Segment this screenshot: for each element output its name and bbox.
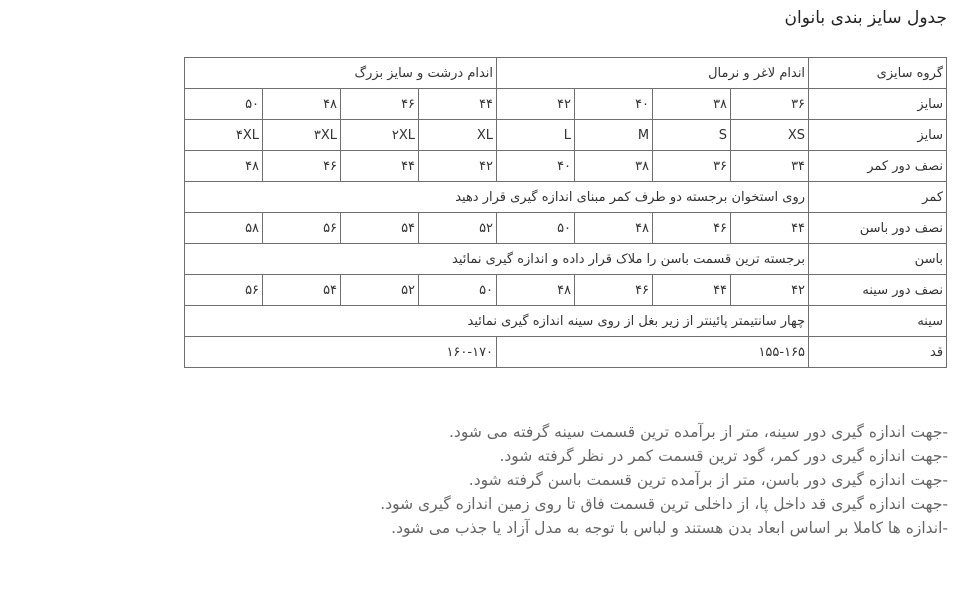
size-value-cell: ۳۶ xyxy=(731,89,809,120)
size-value-cell: ۵۸ xyxy=(185,213,263,244)
size-chart-body xyxy=(185,58,947,368)
height-slim-cell: ۱۵۵-۱۶۵ xyxy=(497,337,809,368)
size-value-cell: ۴۸ xyxy=(575,213,653,244)
size-value-cell: ۴XL xyxy=(185,120,263,151)
size-value-cell: ۴۴ xyxy=(653,275,731,306)
row-label-cell: نصف دور کمر xyxy=(809,151,947,182)
size-value-cell: ۴۲ xyxy=(419,151,497,182)
table-row xyxy=(185,306,947,337)
measurement-notes xyxy=(380,420,948,540)
size-value-cell: ۵۶ xyxy=(263,213,341,244)
size-value-cell: ۵۴ xyxy=(341,213,419,244)
size-value-cell: ۵۲ xyxy=(341,275,419,306)
size-value-cell: ۴۶ xyxy=(653,213,731,244)
note-line: -جهت اندازه گیری دور سینه، متر از برآمده ترین قسمت سینه گرفته می شود. xyxy=(448,423,948,441)
size-value-cell: M xyxy=(575,120,653,151)
note-line: -جهت اندازه گیری دور باسن، متر از برآمده ترین قسمت باسن گرفته شود. xyxy=(468,471,948,489)
row-label-cell: سینه xyxy=(809,306,947,337)
table-row xyxy=(185,213,947,244)
size-value-cell: L xyxy=(497,120,575,151)
size-value-cell: ۳۶ xyxy=(653,151,731,182)
page-title: جدول سایز بندی بانوان xyxy=(784,8,947,28)
measurement-note-cell: چهار سانتیمتر پائینتر از زیر بغل از روی سینه اندازه گیری نمائید xyxy=(185,306,809,337)
size-value-cell: ۲XL xyxy=(341,120,419,151)
row-label-cell: قد xyxy=(809,337,947,368)
note-line: -جهت اندازه گیری قد داخل پا، از داخلی ترین قسمت فاق تا روی زمین اندازه گیری شود. xyxy=(380,495,948,513)
size-value-cell: ۴۸ xyxy=(185,151,263,182)
table-row xyxy=(185,151,947,182)
size-value-cell: ۴۲ xyxy=(731,275,809,306)
row-label-cell: باسن xyxy=(809,244,947,275)
row-label-cell: کمر xyxy=(809,182,947,213)
table-row xyxy=(185,89,947,120)
group-large-header: اندام درشت و سایز بزرگ xyxy=(185,58,497,89)
size-value-cell: ۳۸ xyxy=(653,89,731,120)
note-line: -جهت اندازه گیری دور کمر، گود ترین قسمت کمر در نظر گرفته شود. xyxy=(499,447,948,465)
table-row xyxy=(185,337,947,368)
measurement-note-cell: برجسته ترین قسمت باسن را ملاک قرار داده و اندازه گیری نمائید xyxy=(185,244,809,275)
size-value-cell: ۴۴ xyxy=(341,151,419,182)
size-value-cell: ۵۲ xyxy=(419,213,497,244)
size-value-cell: ۴۰ xyxy=(575,89,653,120)
size-value-cell: ۵۰ xyxy=(419,275,497,306)
size-value-cell: ۴۸ xyxy=(497,275,575,306)
measurement-note-cell: روی استخوان برجسته دو طرف کمر مبنای اندازه گیری قرار دهید xyxy=(185,182,809,213)
table-row xyxy=(185,244,947,275)
row-label-cell: گروه سایزی xyxy=(809,58,947,89)
size-value-cell: XS xyxy=(731,120,809,151)
row-label-cell: نصف دور باسن xyxy=(809,213,947,244)
size-value-cell: ۴۲ xyxy=(497,89,575,120)
size-value-cell: ۵۶ xyxy=(185,275,263,306)
size-value-cell: S xyxy=(653,120,731,151)
size-value-cell: ۴۴ xyxy=(419,89,497,120)
table-header-row xyxy=(185,58,947,89)
row-label-cell: سایز xyxy=(809,120,947,151)
size-value-cell: ۵۰ xyxy=(185,89,263,120)
table-row xyxy=(185,182,947,213)
size-chart-table xyxy=(184,57,947,368)
note-line: -اندازه ها کاملا بر اساس ابعاد بدن هستند و لباس با توجه به مدل آزاد یا جذب می شود. xyxy=(391,519,948,537)
size-value-cell: ۴۸ xyxy=(263,89,341,120)
size-value-cell: ۵۴ xyxy=(263,275,341,306)
row-label-cell: سایز xyxy=(809,89,947,120)
group-slim-header: اندام لاغر و نرمال xyxy=(497,58,809,89)
size-value-cell: ۴۴ xyxy=(731,213,809,244)
size-value-cell: XL xyxy=(419,120,497,151)
height-large-cell: ۱۶۰-۱۷۰ xyxy=(185,337,497,368)
size-value-cell: ۴۰ xyxy=(497,151,575,182)
size-value-cell: ۴۶ xyxy=(263,151,341,182)
size-value-cell: ۵۰ xyxy=(497,213,575,244)
size-value-cell: ۳XL xyxy=(263,120,341,151)
size-value-cell: ۳۸ xyxy=(575,151,653,182)
size-value-cell: ۴۶ xyxy=(575,275,653,306)
row-label-cell: نصف دور سینه xyxy=(809,275,947,306)
size-value-cell: ۳۴ xyxy=(731,151,809,182)
table-row xyxy=(185,120,947,151)
size-value-cell: ۴۶ xyxy=(341,89,419,120)
table-row xyxy=(185,275,947,306)
